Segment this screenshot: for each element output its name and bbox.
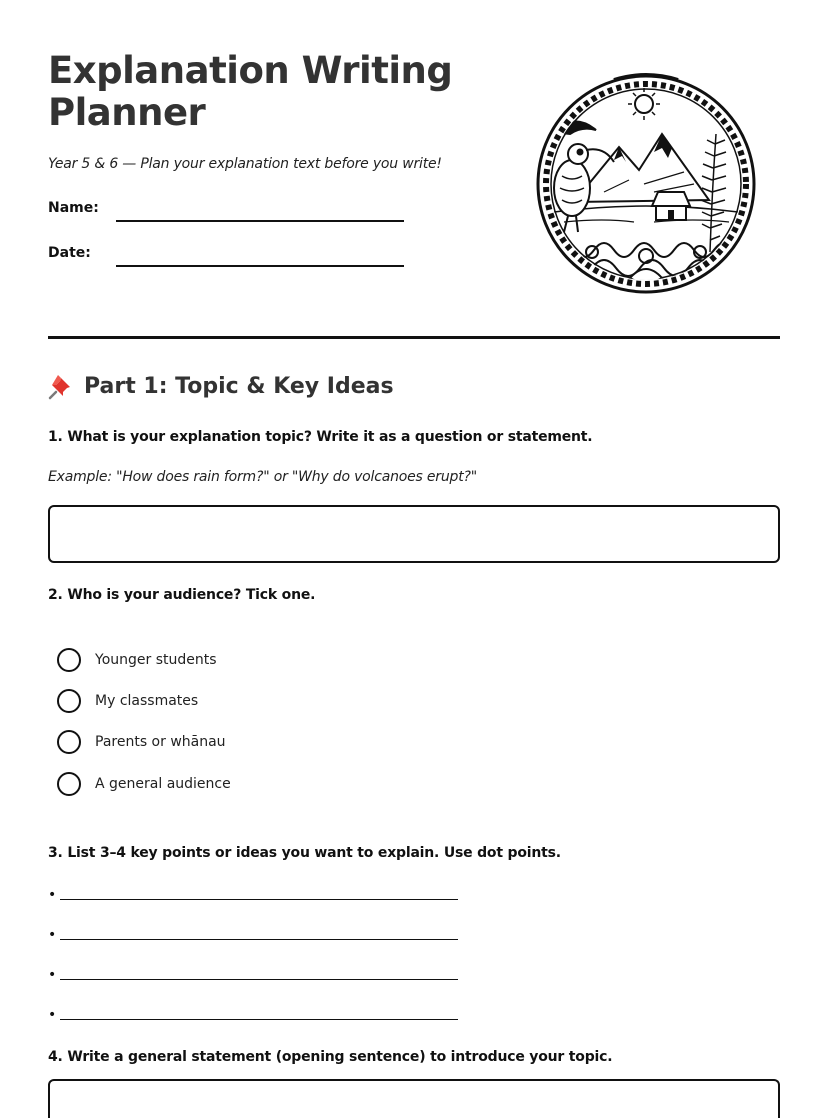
- maori-landscape-logo-icon: [534, 72, 758, 296]
- radio-button[interactable]: [57, 689, 81, 713]
- audience-option-classmates[interactable]: [57, 689, 198, 713]
- audience-option-label: Younger students: [95, 652, 217, 668]
- key-point-line-4[interactable]: [48, 1002, 458, 1022]
- question-4: 4. Write a general statement (opening sentence) to introduce your topic.: [48, 1049, 613, 1065]
- header-divider: [48, 336, 780, 339]
- section-title-part1: [48, 372, 394, 400]
- key-point-underline[interactable]: [60, 939, 458, 940]
- name-label: Name:: [48, 200, 99, 216]
- bullet: •: [48, 967, 57, 983]
- audience-option-general[interactable]: [57, 772, 231, 796]
- radio-button[interactable]: [57, 772, 81, 796]
- key-point-underline[interactable]: [60, 1019, 458, 1020]
- date-field[interactable]: [48, 245, 408, 269]
- key-point-line-2[interactable]: [48, 922, 458, 942]
- audience-option-label: A general audience: [95, 776, 231, 792]
- key-point-underline[interactable]: [60, 899, 458, 900]
- bullet: •: [48, 887, 57, 903]
- page-title: Explanation Writing Planner: [48, 49, 453, 134]
- key-point-line-3[interactable]: [48, 962, 458, 982]
- question-1-example: Example: "How does rain form?" or "Why do volcanoes erupt?": [48, 469, 477, 485]
- name-field[interactable]: [48, 200, 408, 224]
- bullet: •: [48, 927, 57, 943]
- pushpin-icon: [48, 372, 76, 400]
- audience-option-younger-students[interactable]: [57, 648, 217, 672]
- key-point-underline[interactable]: [60, 979, 458, 980]
- audience-option-label: My classmates: [95, 693, 199, 709]
- question-2: 2. Who is your audience? Tick one.: [48, 587, 316, 603]
- audience-option-label: Parents or whānau: [95, 734, 226, 750]
- section-title-text: Part 1: Topic & Key Ideas: [84, 373, 394, 399]
- topic-answer-box[interactable]: [48, 505, 780, 563]
- radio-button[interactable]: [57, 648, 81, 672]
- audience-option-parents[interactable]: [57, 730, 226, 754]
- question-3: 3. List 3–4 key points or ideas you want to explain. Use dot points.: [48, 845, 561, 861]
- date-label: Date:: [48, 245, 91, 261]
- name-input-line[interactable]: [116, 220, 404, 222]
- radio-button[interactable]: [57, 730, 81, 754]
- key-point-line-1[interactable]: [48, 882, 458, 902]
- page-subtitle: Year 5 & 6 — Plan your explanation text before you write!: [48, 156, 442, 172]
- bullet: •: [48, 1007, 57, 1023]
- date-input-line[interactable]: [116, 265, 404, 267]
- question-1: 1. What is your explanation topic? Write it as a question or statement.: [48, 429, 593, 445]
- opening-sentence-box[interactable]: [48, 1079, 780, 1118]
